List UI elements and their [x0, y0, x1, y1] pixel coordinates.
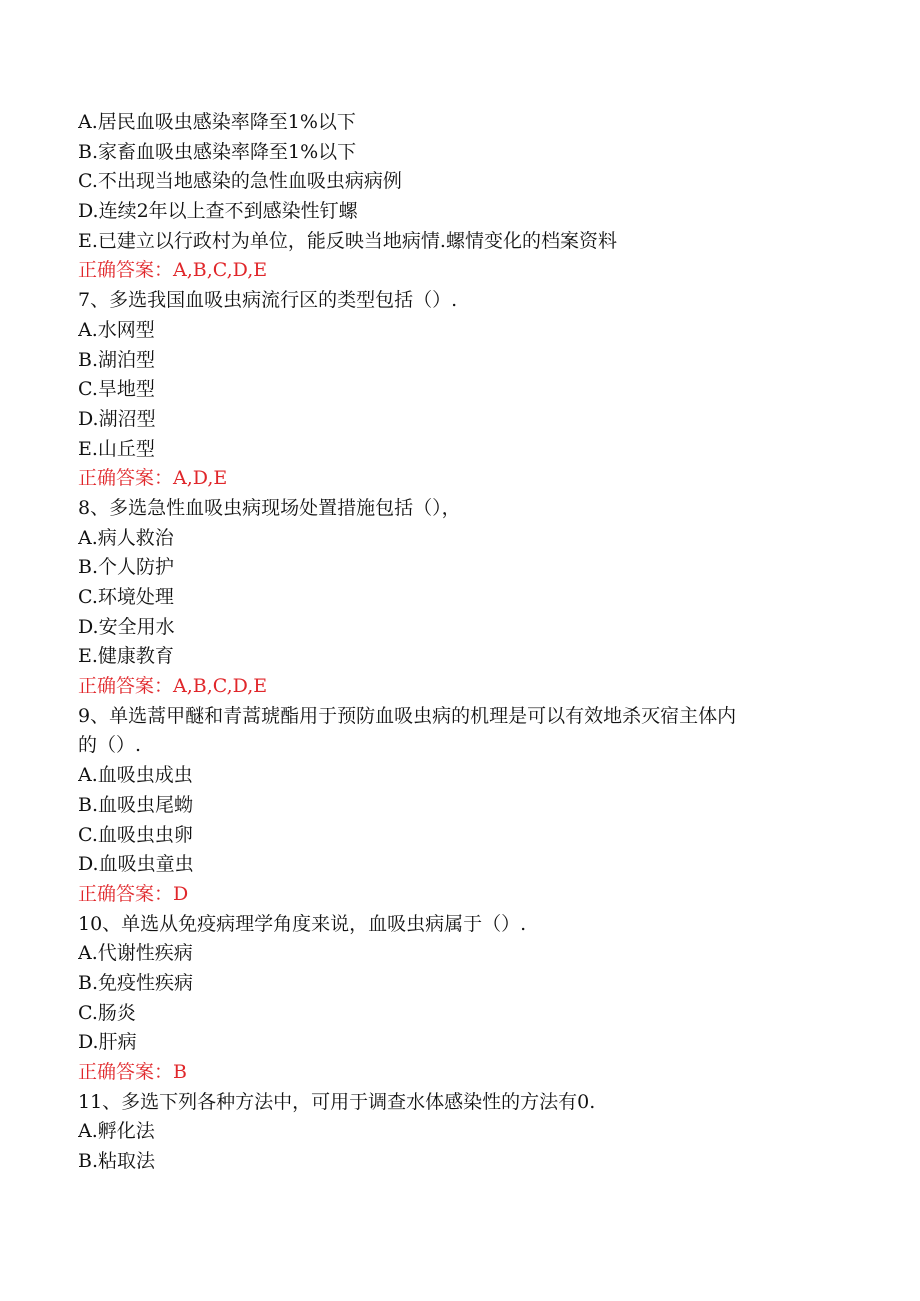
q11-option-a: A.孵化法: [78, 1120, 155, 1143]
q10-option-c: C.肠炎: [78, 1001, 136, 1024]
answer-label: 正确答案：: [78, 467, 174, 490]
q7-option-e: E.山丘型: [78, 437, 155, 460]
q8-question: 8、多选急性血吸虫病现场处置措施包括（），: [78, 496, 461, 519]
q9-option-d: D.血吸虫童虫: [78, 853, 194, 876]
q10-option-b: B.免疫性疾病: [78, 971, 194, 994]
answer-label: 正确答案：: [78, 1061, 174, 1083]
q9-answer: [78, 880, 838, 910]
q7-option-c: C.旱地型: [78, 378, 155, 401]
q8-answer: [78, 672, 838, 702]
q7-answer: [78, 464, 838, 494]
q6-option-c: C.不出现当地感染的急性血吸虫病病例: [78, 170, 402, 193]
q8-option-e: E.健康教育: [78, 645, 174, 668]
q11-option-b: B.粘取法: [78, 1150, 156, 1173]
answer-value: A,D,E: [173, 467, 228, 490]
q6-option-d: D.连续2年以上查不到感染性钉螺: [78, 200, 358, 223]
q7-question: 7、多选我国血吸虫病流行区的类型包括（）.: [78, 289, 458, 312]
answer-value: D: [173, 882, 189, 905]
answer-value: A,B,C,D,E: [173, 675, 268, 698]
question-content: [78, 108, 838, 1177]
q6-option-e: E.已建立以行政村为单位，能反映当地病情.螺情变化的档案资料: [78, 229, 617, 252]
q10-option-d: D.肝病: [78, 1031, 137, 1054]
answer-label: 正确答案：: [78, 259, 174, 282]
q8-option-a: A.病人救治: [78, 526, 174, 549]
q11-question: 11、多选下列各种方法中，可用于调查水体感染性的方法有0.: [78, 1090, 596, 1113]
q6-option-b: B.家畜血吸虫感染率降至1%以下: [78, 140, 357, 163]
answer-label: 正确答案：: [78, 675, 174, 698]
q7-option-a: A.水网型: [78, 318, 155, 341]
q7-option-b: B.湖泊型: [78, 348, 156, 371]
q9-question-line2: 的（）.: [78, 734, 142, 757]
q7-option-d: D.湖沼型: [78, 407, 156, 430]
q10-question: 10、单选从免疫病理学角度来说，血吸虫病属于（）.: [78, 912, 527, 935]
q8-option-b: B.个人防护: [78, 556, 175, 579]
q6-option-a: A.居民血吸虫感染率降至1%以下: [78, 111, 356, 133]
q10-option-a: A.代谢性疾病: [78, 942, 193, 965]
q10-answer: [78, 1058, 838, 1088]
answer-value: A,B,C,D,E: [173, 259, 268, 282]
q9-question-line1: 9、单选蒿甲醚和青蒿琥酯用于预防血吸虫病的机理是可以有效地杀灭宿主体内: [78, 704, 737, 727]
q9-option-b: B.血吸虫尾蚴: [78, 793, 194, 816]
q9-option-a: A.血吸虫成虫: [78, 764, 193, 787]
q8-option-c: C.环境处理: [78, 586, 174, 608]
q6-answer: [78, 256, 838, 286]
answer-value: B: [173, 1061, 187, 1083]
answer-label: 正确答案：: [78, 882, 174, 905]
q9-option-c: C.血吸虫虫卵: [78, 823, 193, 846]
q8-option-d: D.安全用水: [78, 615, 175, 638]
